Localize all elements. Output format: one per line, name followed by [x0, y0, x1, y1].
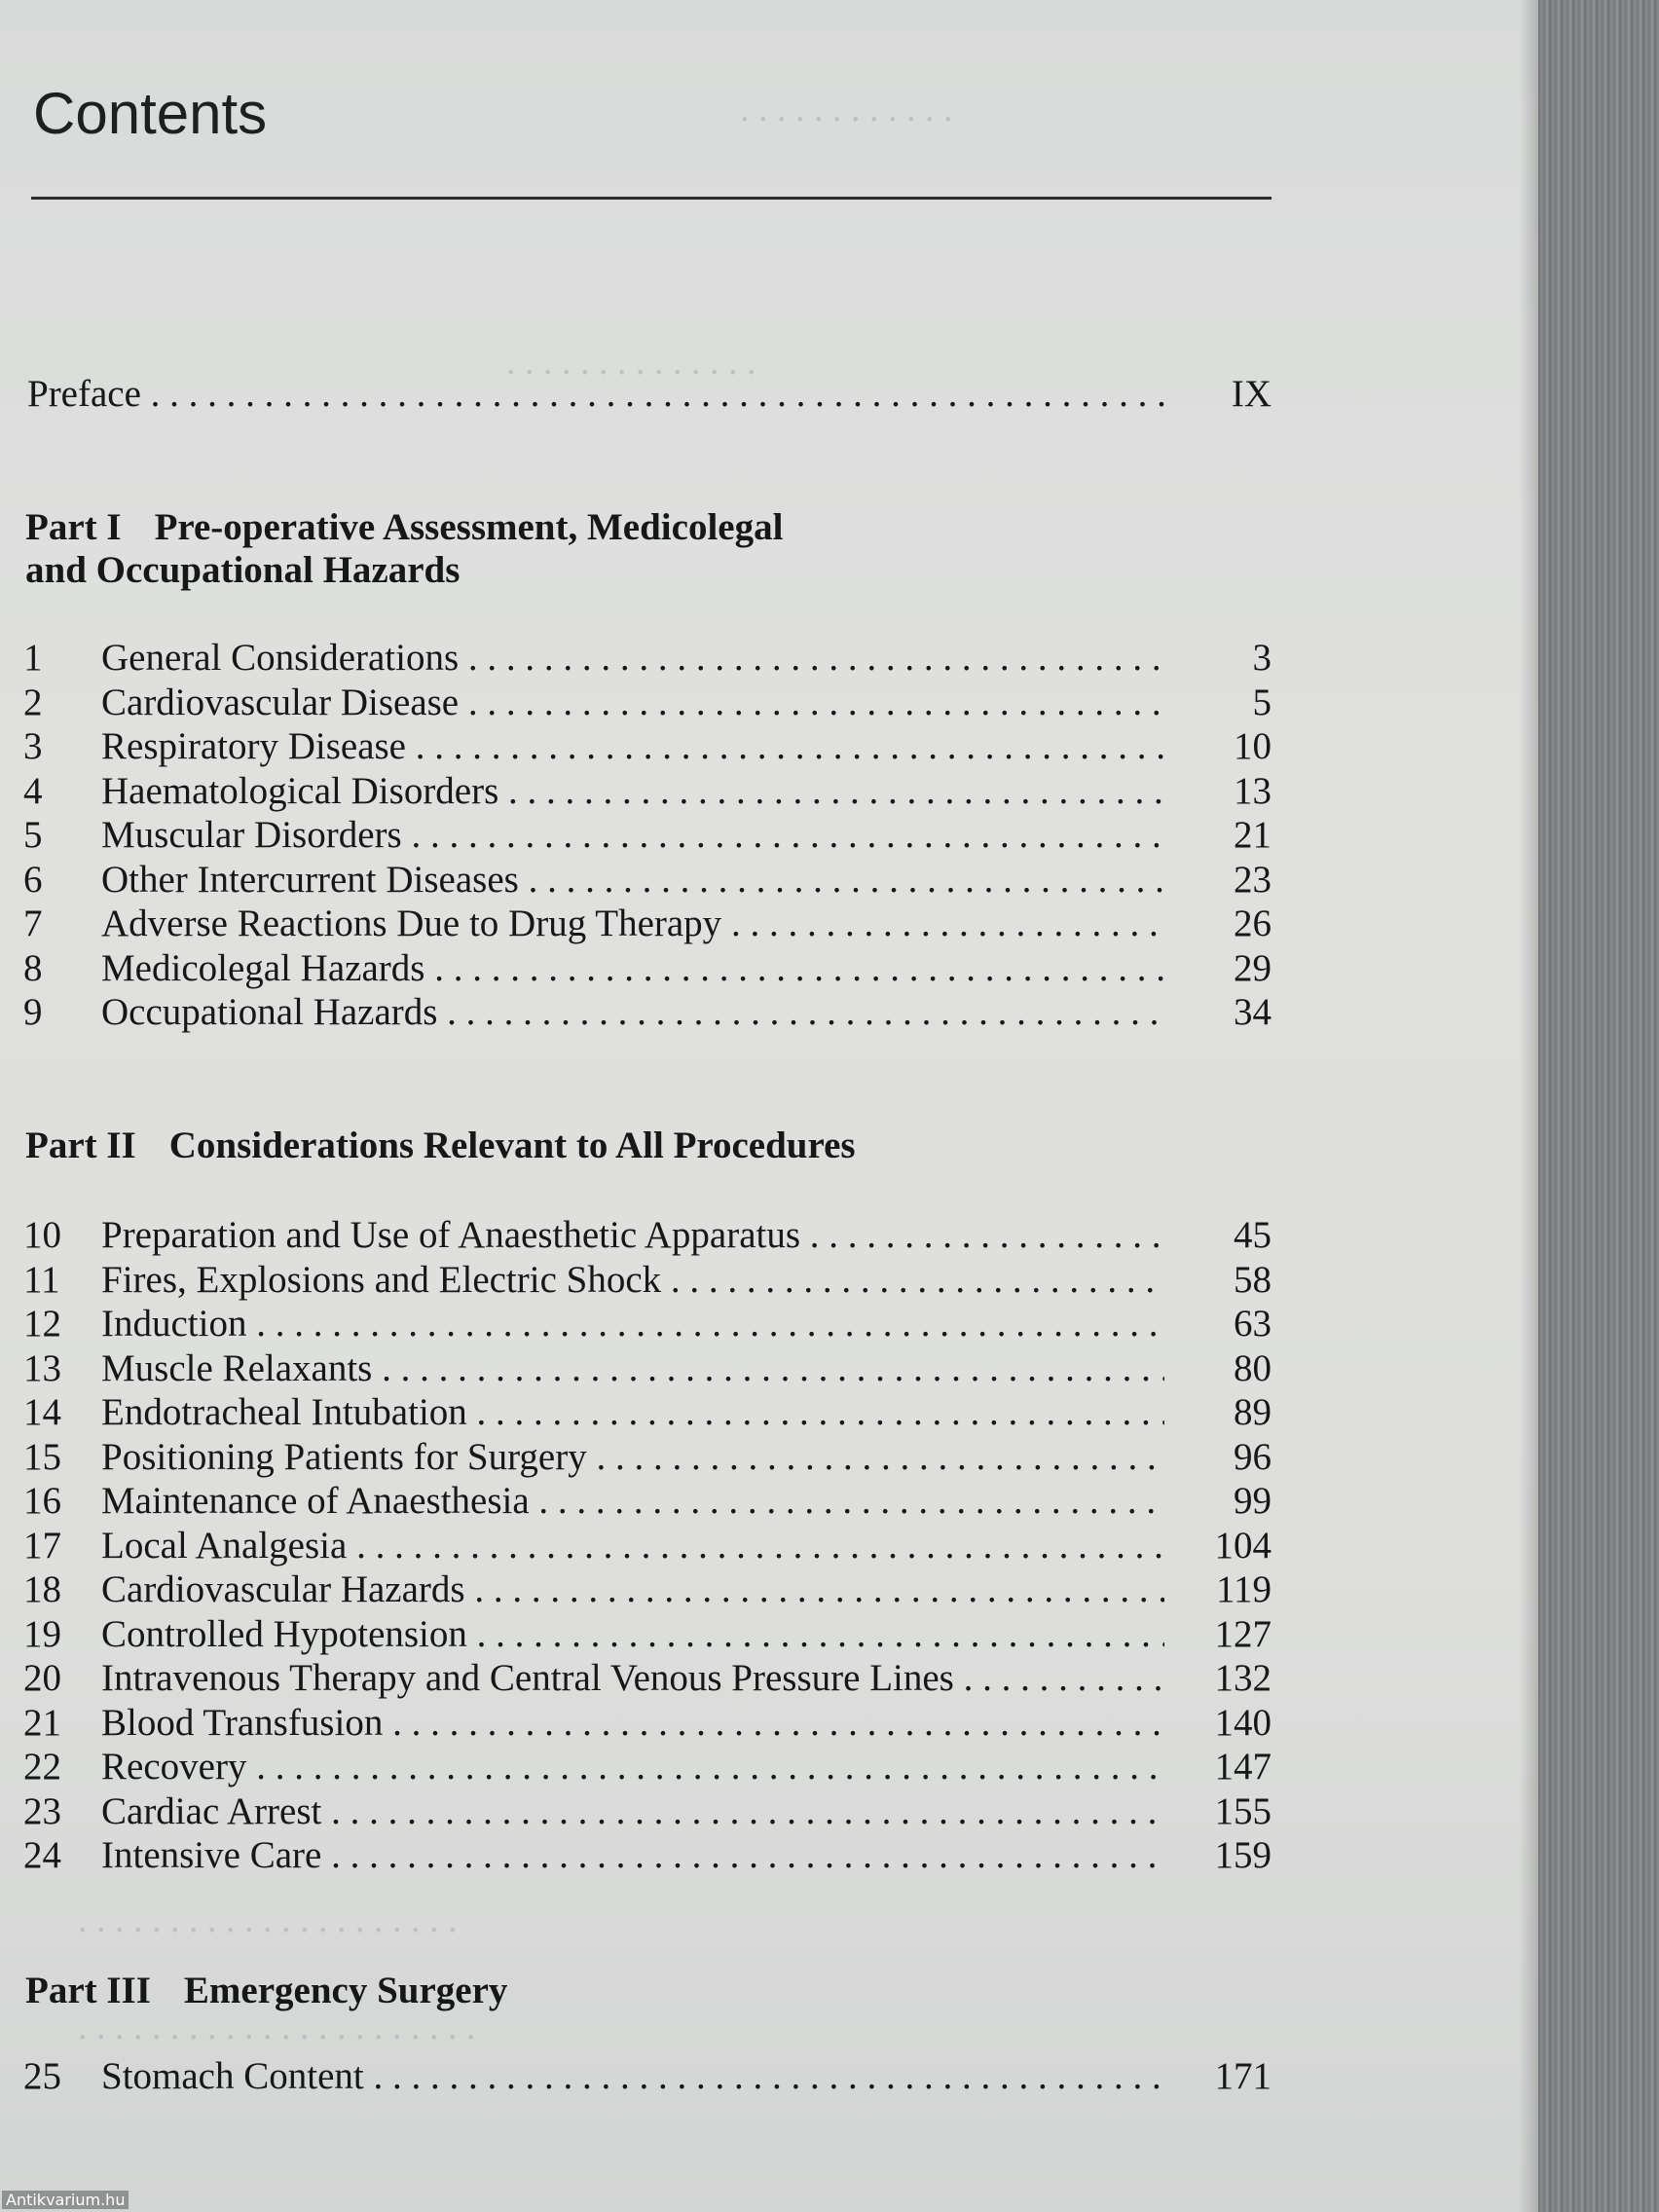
chapter-page: 147 [1214, 1746, 1272, 1788]
chapter-title: Fires, Explosions and Electric Shock . . . [101, 1258, 1164, 1303]
toc-entry[interactable] [23, 1789, 1272, 1834]
chapter-title: Respiratory Disease . . . [101, 724, 1164, 769]
chapter-page: 5 [1252, 682, 1272, 723]
chapter-number: 17 [23, 1525, 61, 1567]
chapter-title: Other Intercurrent Diseases . . . [101, 858, 1164, 903]
chapter-page: 23 [1234, 859, 1272, 901]
page-edge-shadow [1519, 0, 1538, 2212]
chapter-number: 14 [23, 1391, 61, 1433]
toc-entry[interactable] [23, 1213, 1272, 1258]
part-number: Part I [25, 506, 122, 548]
chapter-number: 11 [23, 1259, 60, 1301]
part-title: Emergency Surgery [183, 1970, 508, 2011]
chapter-title: Controlled Hypotension . . . [101, 1612, 1164, 1657]
chapter-number: 9 [23, 991, 43, 1033]
chapter-number: 16 [23, 1480, 61, 1522]
bleed-through-decoration: . . . . . . . . . . . . . . [506, 342, 756, 383]
chapter-title: Local Analgesia . . . [101, 1524, 1164, 1568]
watermark: Antikvarium.hu [2, 2191, 129, 2209]
chapter-number: 5 [23, 814, 43, 856]
chapter-number: 15 [23, 1436, 61, 1478]
toc-entry[interactable] [23, 858, 1272, 903]
chapter-page: 80 [1234, 1347, 1272, 1389]
part-heading-line2 [25, 548, 460, 593]
chapter-page: 96 [1234, 1436, 1272, 1478]
chapter-number: 19 [23, 1613, 61, 1655]
chapter-page: 45 [1234, 1214, 1272, 1256]
chapter-number: 22 [23, 1746, 61, 1788]
chapter-title: Endotracheal Intubation . . . [101, 1390, 1164, 1435]
chapter-title: Stomach Content . . . [101, 2054, 1164, 2099]
chapter-page: 119 [1215, 1568, 1272, 1610]
chapter-number: 24 [23, 1834, 61, 1876]
chapter-page: 132 [1214, 1657, 1272, 1699]
chapter-title: Cardiovascular Hazards . . . [101, 1567, 1164, 1612]
chapter-title: Adverse Reactions Due to Drug Therapy . . . [101, 902, 1164, 946]
chapter-title: Cardiovascular Disease . . . [101, 681, 1164, 725]
chapter-number: 20 [23, 1657, 61, 1699]
chapter-number: 21 [23, 1702, 61, 1744]
chapter-title: Preparation and Use of Anaesthetic Apparatus . . . [101, 1213, 1164, 1258]
chapter-page: 99 [1234, 1480, 1272, 1522]
chapter-title: Haematological Disorders . . . [101, 769, 1164, 814]
toc-entry[interactable] [23, 1258, 1272, 1303]
bleed-through-decoration: . . . . . . . . . . . . . . . . . . . . . [78, 1899, 458, 1940]
title-rule [31, 197, 1272, 200]
chapter-page: 21 [1234, 814, 1272, 856]
chapter-page: 89 [1234, 1391, 1272, 1433]
part-heading [25, 505, 783, 550]
chapter-page: 155 [1214, 1790, 1272, 1832]
toc-entry[interactable] [23, 1701, 1272, 1746]
chapter-title: Positioning Patients for Surgery . . . [101, 1435, 1164, 1480]
bleed-through-decoration: . . . . . . . . . . . . [740, 89, 953, 129]
toc-entry[interactable] [23, 1567, 1272, 1612]
toc-entry[interactable] [23, 1435, 1272, 1480]
chapter-page: 58 [1234, 1259, 1272, 1301]
toc-entry[interactable] [23, 724, 1272, 769]
chapter-title: Blood Transfusion . . . [101, 1701, 1164, 1746]
chapter-title: Muscle Relaxants . . . [101, 1346, 1164, 1391]
bleed-through-decoration: . . . . . . . . . . . . . . . . . . . . . . [78, 2007, 476, 2047]
chapter-page: 3 [1252, 637, 1272, 679]
page-title: Contents [33, 81, 268, 146]
chapter-title: Intravenous Therapy and Central Venous Pressure Lines . . . [101, 1656, 1164, 1701]
chapter-page: 104 [1214, 1525, 1272, 1567]
chapter-number: 18 [23, 1568, 61, 1610]
toc-entry-page: IX [1231, 373, 1272, 415]
chapter-page: 26 [1234, 903, 1272, 944]
part-title-line2: and Occupational Hazards [25, 549, 461, 591]
toc-entry-preface[interactable] [27, 372, 1272, 417]
chapter-number: 2 [23, 682, 43, 723]
chapter-number: 12 [23, 1303, 61, 1345]
chapter-title: Occupational Hazards . . . [101, 990, 1164, 1035]
chapter-title: Induction . . . [101, 1302, 1164, 1346]
chapter-page: 127 [1214, 1613, 1272, 1655]
toc-entry[interactable] [23, 1479, 1272, 1524]
part-heading [25, 1124, 856, 1168]
toc-entry-label: Preface . . . [27, 372, 1164, 417]
chapter-number: 10 [23, 1214, 61, 1256]
chapter-title: Maintenance of Anaesthesia . . . [101, 1479, 1164, 1524]
part-number: Part III [25, 1970, 151, 2011]
toc-entry[interactable] [23, 1390, 1272, 1435]
toc-entry[interactable] [23, 1302, 1272, 1346]
part-heading [25, 1969, 507, 2013]
toc-entry[interactable] [23, 2054, 1272, 2099]
toc-entry[interactable] [23, 813, 1272, 858]
toc-entry[interactable] [23, 636, 1272, 681]
chapter-number: 8 [23, 947, 43, 989]
chapter-title: Recovery . . . [101, 1745, 1164, 1789]
chapter-number: 3 [23, 725, 43, 767]
chapter-number: 1 [23, 637, 43, 679]
chapter-number: 4 [23, 770, 43, 812]
chapter-number: 23 [23, 1790, 61, 1832]
chapter-page: 171 [1214, 2055, 1272, 2097]
chapter-page: 34 [1234, 991, 1272, 1033]
toc-entry[interactable] [23, 1612, 1272, 1657]
toc-entry[interactable] [23, 1346, 1272, 1391]
toc-entry[interactable] [23, 946, 1272, 991]
toc-entry[interactable] [23, 769, 1272, 814]
chapter-page: 29 [1234, 947, 1272, 989]
chapter-number: 7 [23, 903, 43, 944]
chapter-title: Medicolegal Hazards . . . [101, 946, 1164, 991]
page-stack-edge [1538, 0, 1659, 2212]
chapter-number: 6 [23, 859, 43, 901]
part-title: Pre-operative Assessment, Medicolegal [154, 506, 784, 548]
chapter-title: Cardiac Arrest . . . [101, 1789, 1164, 1834]
chapter-page: 13 [1234, 770, 1272, 812]
toc-entry[interactable] [23, 1833, 1272, 1878]
chapter-page: 10 [1234, 725, 1272, 767]
chapter-page: 140 [1214, 1702, 1272, 1744]
toc-entry[interactable] [23, 990, 1272, 1035]
chapter-title: Muscular Disorders . . . [101, 813, 1164, 858]
toc-entry[interactable] [23, 1656, 1272, 1701]
toc-entry[interactable] [23, 902, 1272, 946]
part-number: Part II [25, 1124, 136, 1166]
chapter-title: Intensive Care . . . [101, 1833, 1164, 1878]
chapter-number: 25 [23, 2055, 61, 2097]
chapter-title: General Considerations . . . [101, 636, 1164, 681]
toc-entry[interactable] [23, 681, 1272, 725]
chapter-number: 13 [23, 1347, 61, 1389]
toc-entry[interactable] [23, 1524, 1272, 1568]
toc-entry[interactable] [23, 1745, 1272, 1789]
chapter-page: 159 [1214, 1834, 1272, 1876]
part-title: Considerations Relevant to All Procedures [168, 1124, 856, 1166]
chapter-page: 63 [1234, 1303, 1272, 1345]
